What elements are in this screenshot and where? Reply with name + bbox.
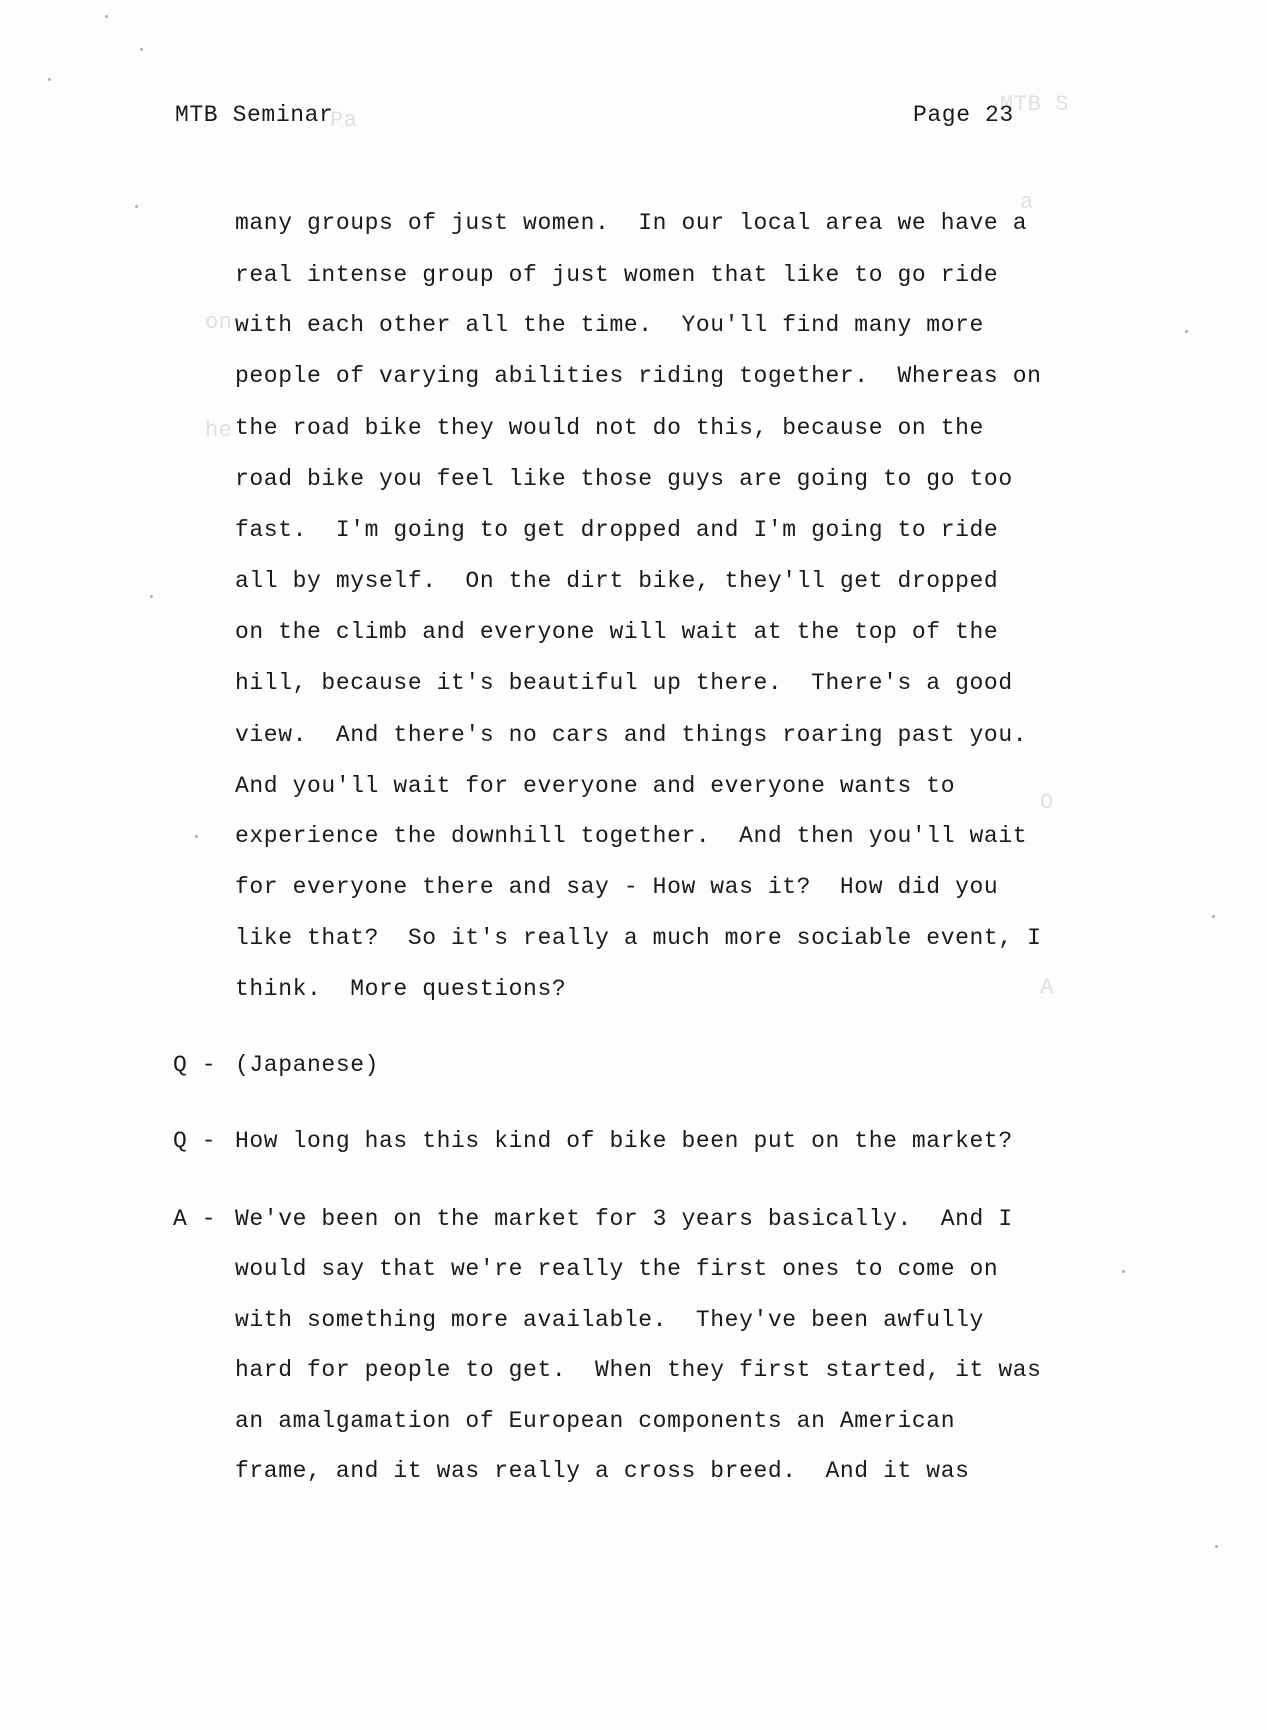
bleed-through-decoration: O [1040,790,1054,815]
body-line: fast. I'm going to get dropped and I'm going to ride [235,517,999,543]
body-line: like that? So it's really a much more sociable event, I [235,925,1042,951]
body-line: the road bike they would not do this, because on the [235,415,984,441]
body-line: road bike you feel like those guys are going to go too [235,466,1013,492]
scan-speck [195,835,198,838]
scan-speck [140,48,143,51]
question-text: How long has this kind of bike been put on the market? [235,1128,1013,1154]
body-line: many groups of just women. In our local area we have a [235,210,1028,236]
answer-line: would say that we're really the first ones to come on [235,1256,999,1282]
question-text: (Japanese) [235,1052,380,1078]
speaker-label: Q - [173,1128,217,1154]
body-line: people of varying abilities riding together. Whereas on [235,363,1042,389]
bleed-through-decoration: MTB S [1000,92,1070,117]
body-line: think. More questions? [235,976,567,1002]
body-line: all by myself. On the dirt bike, they'll get dropped [235,568,999,594]
bleed-through-decoration: A [1040,975,1054,1000]
bleed-through-decoration: on [205,310,233,335]
page-number: Page 23 [913,102,1014,128]
body-line: for everyone there and say - How was it? How did you [235,874,999,900]
bleed-through-decoration: a [1020,190,1034,215]
body-line: on the climb and everyone will wait at the top of the [235,619,999,645]
answer-line: hard for people to get. When they first started, it was [235,1357,1042,1383]
scan-speck [135,205,138,208]
scan-speck [150,595,153,598]
document-title: MTB Seminar [175,102,334,128]
scan-speck [1122,1270,1125,1273]
bleed-through-decoration: Pa [330,108,358,133]
body-line: hill, because it's beautiful up there. There's a good [235,670,1013,696]
answer-line: We've been on the market for 3 years basically. And I [235,1206,1013,1232]
body-line: view. And there's no cars and things roaring past you. [235,722,1028,748]
scan-speck [1212,915,1215,918]
scan-speck [1185,330,1188,333]
scan-speck [105,15,108,18]
body-line: real intense group of just women that like to go ride [235,262,999,288]
speaker-label: Q - [173,1052,217,1078]
body-line: with each other all the time. You'll find many more [235,312,984,338]
bleed-through-decoration: he [205,418,233,443]
scan-speck [48,78,51,81]
body-line: And you'll wait for everyone and everyone wants to [235,773,956,799]
answer-line: frame, and it was really a cross breed. And it was [235,1458,970,1484]
body-line: experience the downhill together. And then you'll wait [235,823,1028,849]
answer-line: with something more available. They've been awfully [235,1307,984,1333]
speaker-label: A - [173,1206,217,1232]
answer-line: an amalgamation of European components an American [235,1408,956,1434]
scan-speck [1215,1545,1218,1548]
